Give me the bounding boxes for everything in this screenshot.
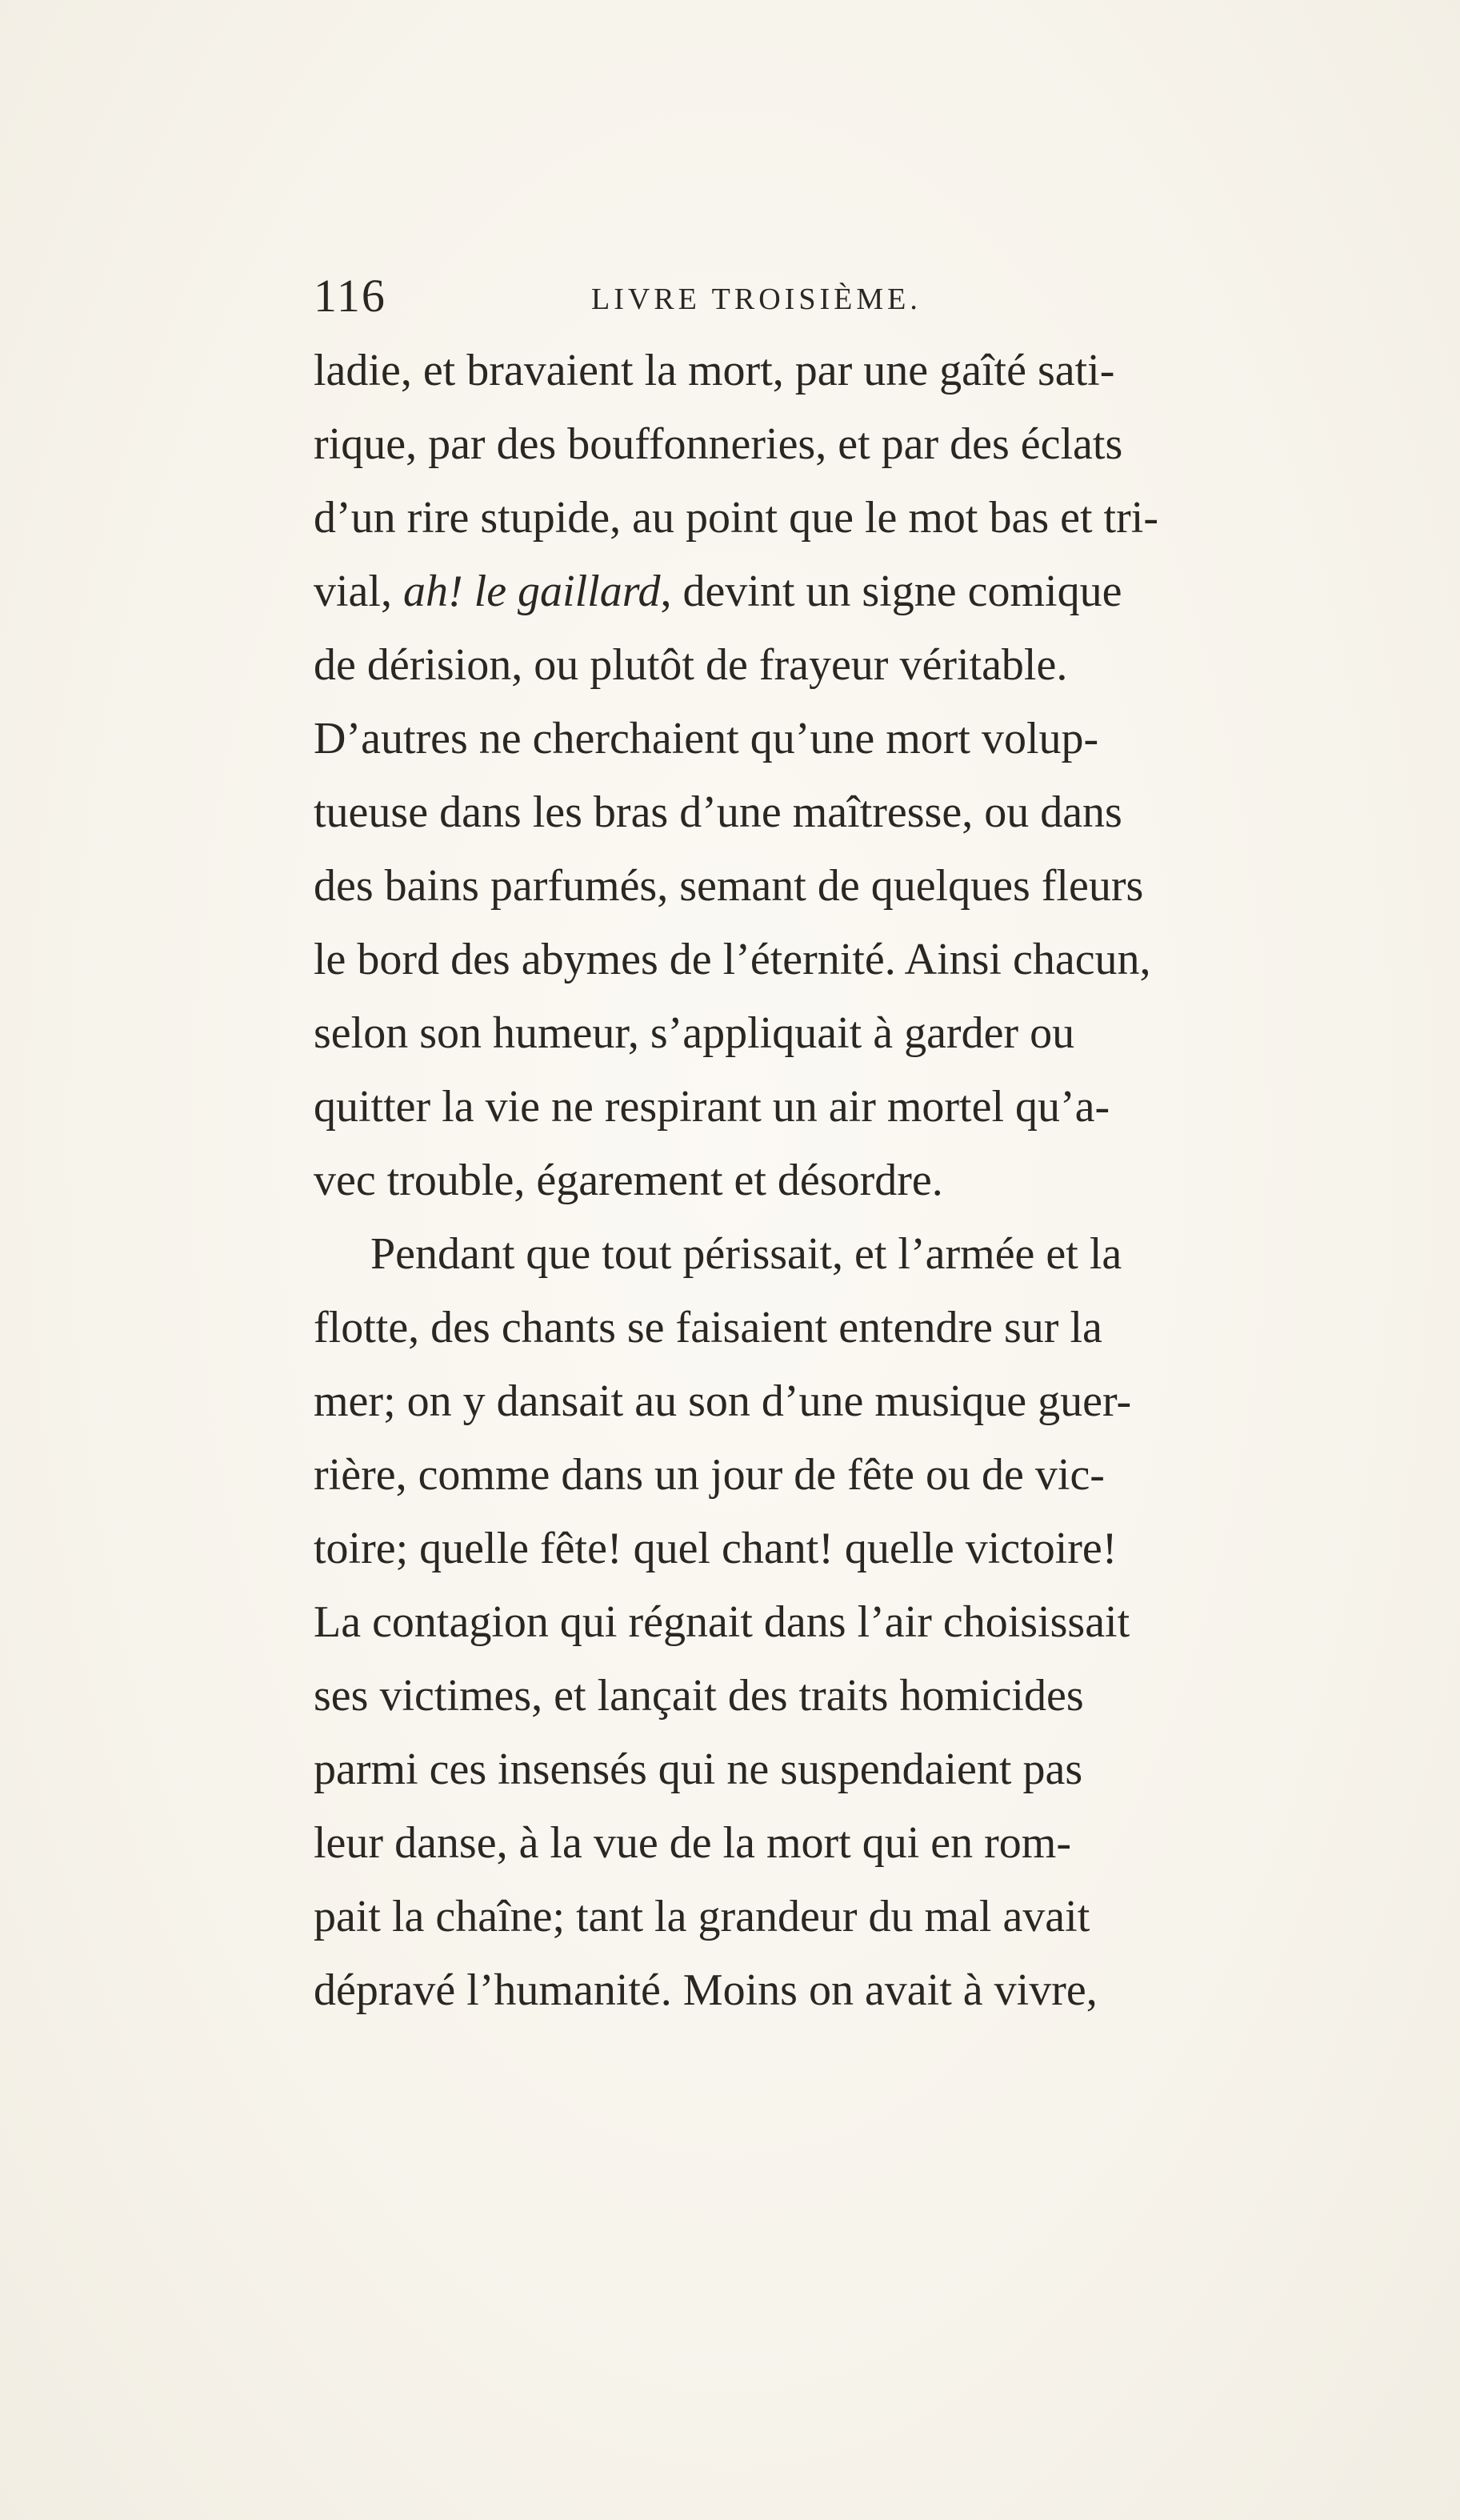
text-line: d’un rire stupide, au point que le mot bas et tri-	[314, 493, 1158, 543]
text-line: pait la chaîne; tant la grandeur du mal avait	[314, 1892, 1090, 1941]
text-line: toire; quelle fête! quel chant! quelle victoire!	[314, 1524, 1118, 1573]
text-line: tueuse dans les bras d’une maîtresse, ou dans	[314, 787, 1122, 837]
text-line: selon son humeur, s’appliquait à garder ou	[314, 1008, 1075, 1058]
text-line: vec trouble, égarement et désordre.	[314, 1156, 943, 1205]
text-segment: vial,	[314, 567, 403, 616]
text-line: ses victimes, et lançait des traits homicides	[314, 1671, 1084, 1721]
text-line: rière, comme dans un jour de fête ou de vic-	[314, 1450, 1105, 1500]
text-line: D’autres ne cherchaient qu’une mort volup-	[314, 714, 1099, 763]
text-line: le bord des abymes de l’éternité. Ainsi chacun,	[314, 935, 1151, 984]
text-line: La contagion qui régnait dans l’air choisissait	[314, 1597, 1130, 1647]
paragraph-start-line: Pendant que tout périssait, et l’armée et la	[370, 1229, 1122, 1279]
page-number: 116	[314, 270, 386, 322]
italic-phrase: ah! le gaillard	[402, 567, 661, 616]
text-line: de dérision, ou plutôt de frayeur véritable.	[314, 640, 1068, 690]
text-line: ladie, et bravaient la mort, par une gaîté sati-	[314, 346, 1115, 395]
text-line: leur danse, à la vue de la mort qui en rom-	[314, 1818, 1071, 1868]
running-title: LIVRE TROISIÈME.	[591, 282, 922, 316]
text-line: des bains parfumés, semant de quelques fleurs	[314, 861, 1144, 911]
text-line: mer; on y dansait au son d’une musique guer-	[314, 1376, 1132, 1426]
text-line: rique, par des bouffonneries, et par des éclats	[314, 419, 1123, 469]
text-line: flotte, des chants se faisaient entendre sur la	[314, 1303, 1102, 1352]
text-segment: , devint un signe comique	[660, 567, 1122, 616]
page-header	[314, 269, 1118, 341]
text-line: parmi ces insensés qui ne suspendaient pas	[314, 1745, 1083, 1794]
text-line	[314, 563, 1122, 619]
text-line: quitter la vie ne respirant un air mortel qu’a-	[314, 1082, 1110, 1132]
text-line: dépravé l’humanité. Moins on avait à vivre,	[314, 1965, 1098, 2015]
